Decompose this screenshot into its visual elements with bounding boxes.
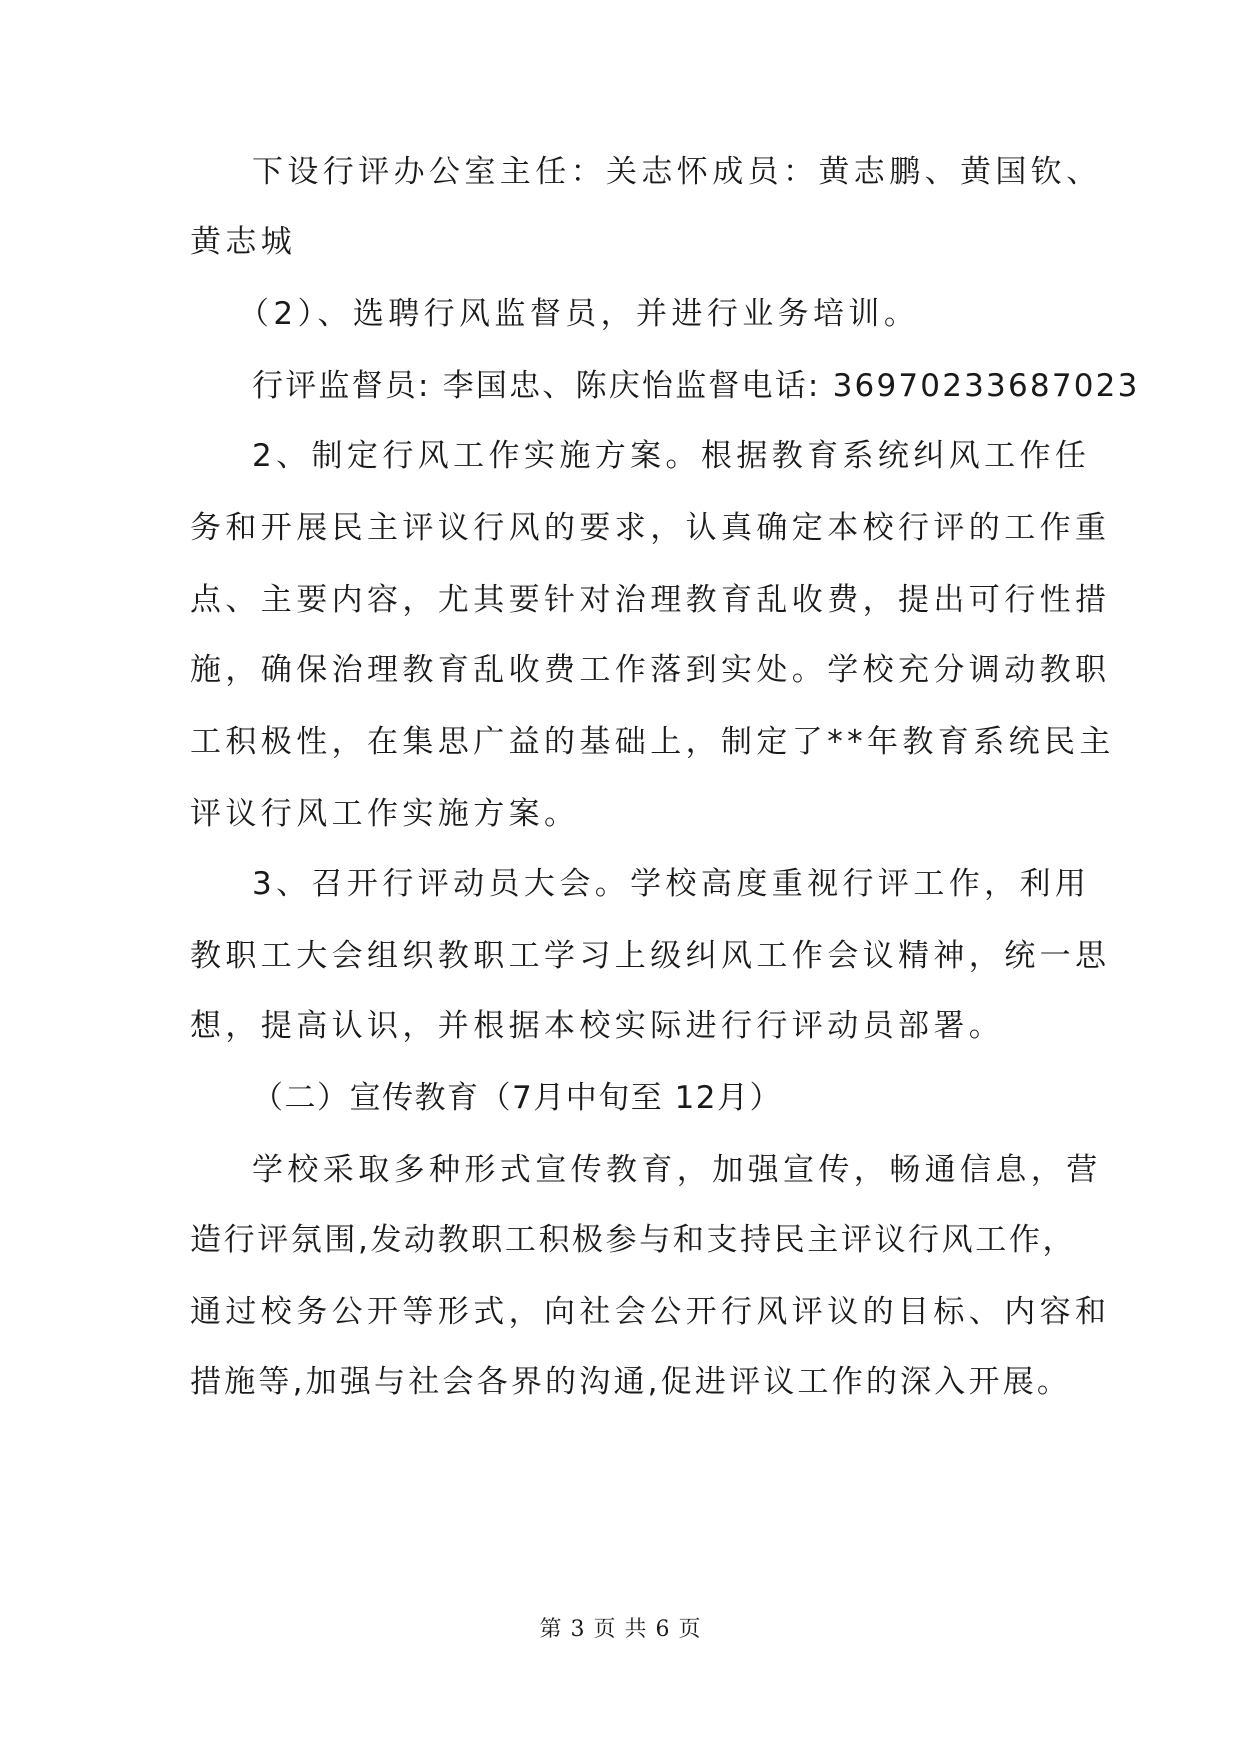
paragraph-line: 措施等,加强与社会各界的沟通,促进评议工作的深入开展。	[190, 1364, 1072, 1400]
paragraph-line: 行评监督员: 李国忠、陈庆怡监督电话: 36970233687023	[252, 368, 1140, 404]
paragraph-line: 黄志城	[190, 224, 297, 260]
paragraph-line: 通过校务公开等形式，向社会公开行风评议的目标、内容和	[190, 1294, 1111, 1330]
paragraph-line: 2、制定行风工作实施方案。根据教育系统纠风工作任	[252, 438, 1091, 474]
paragraph-line: 学校采取多种形式宣传教育，加强宣传，畅通信息，营	[252, 1152, 1102, 1188]
paragraph-line: 点、主要内容，尤其要针对治理教育乱收费，提出可行性措	[190, 582, 1111, 618]
paragraph-line: 工积极性，在集思广益的基础上，制定了**年教育系统民主	[190, 724, 1115, 760]
paragraph-line: 务和开展民主评议行风的要求，认真确定本校行评的工作重	[190, 510, 1111, 546]
page-number-footer: 第 3 页 共 6 页	[539, 1617, 702, 1642]
paragraph-line: 想，提高认识，并根据本校实际进行行评动员部署。	[190, 1008, 1005, 1044]
paragraph-line: 造行评氛围,发动教职工积极参与和支持民主评议行风工作，	[190, 1222, 1077, 1258]
paragraph-line: 3、召开行评动员大会。学校高度重视行评工作，利用	[252, 866, 1091, 902]
paragraph-line: 评议行风工作实施方案。	[190, 796, 580, 832]
section-heading: （二）宣传教育（7月中旬至 12月）	[252, 1080, 783, 1116]
paragraph-line: 教职工大会组织教职工学习上级纠风工作会议精神，统一思	[190, 938, 1111, 974]
paragraph-line: 下设行评办公室主任：关志怀成员：黄志鹏、黄国钦、	[252, 154, 1102, 190]
paragraph-line: 施，确保治理教育乱收费工作落到实处。学校充分调动教职	[190, 652, 1111, 688]
paragraph-line: （2）、选聘行风监督员，并进行业务培训。	[238, 296, 920, 332]
